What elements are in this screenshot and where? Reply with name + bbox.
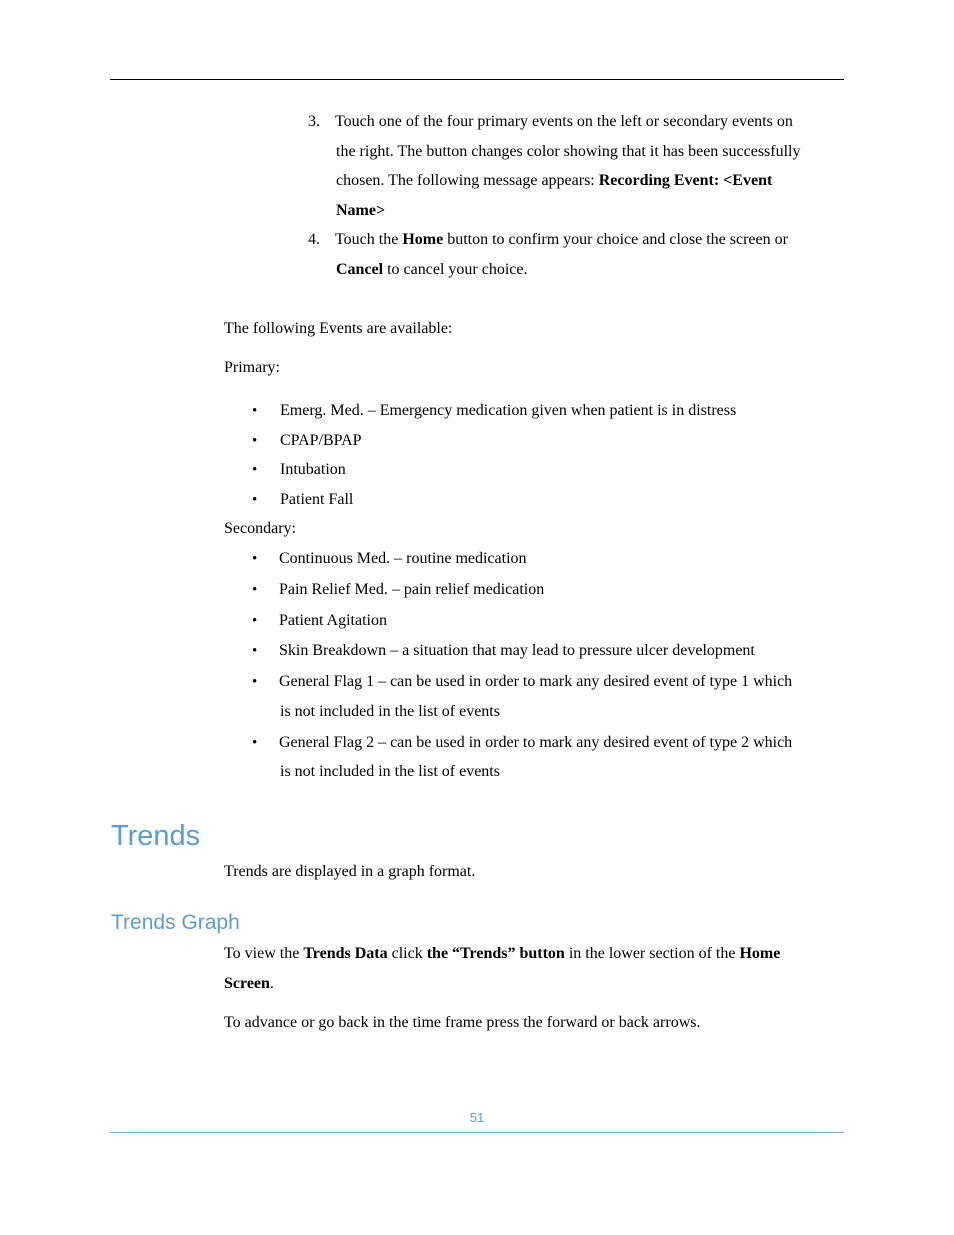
bullet-icon: •	[252, 551, 258, 567]
trends-intro: Trends are displayed in a graph format.	[224, 863, 476, 880]
bullet-icon: •	[252, 735, 258, 751]
trends-graph-paragraph-line-2: Screen.	[224, 975, 274, 992]
trends-graph-paragraph-2: To advance or go back in the time frame press the forward or back arrows.	[224, 1014, 701, 1031]
header-rule	[110, 79, 844, 80]
bullet-icon: •	[252, 582, 258, 598]
step-4-line-2: Cancel to cancel your choice.	[336, 261, 528, 278]
bullet-icon: •	[252, 613, 258, 629]
primary-item-cpap-bpap: CPAP/BPAP	[280, 432, 362, 449]
bullet-icon: •	[252, 492, 258, 508]
secondary-item-general-flag-1: General Flag 1 – can be used in order to mark any desired event of type 1 which	[279, 673, 793, 690]
step-3-line-4: Name>	[336, 202, 386, 219]
primary-item-patient-fall: Patient Fall	[280, 491, 354, 508]
bullet-icon: •	[252, 674, 258, 690]
step-4-line-1: Touch the Home button to confirm your choice and close the screen or	[335, 231, 788, 248]
footer-rule	[110, 1132, 844, 1133]
secondary-item-general-flag-2-cont: is not included in the list of events	[280, 763, 500, 780]
primary-label: Primary:	[224, 359, 280, 376]
bullet-icon: •	[252, 403, 258, 419]
secondary-item-patient-agitation: Patient Agitation	[279, 612, 387, 629]
bullet-icon: •	[252, 462, 258, 478]
secondary-item-pain-relief-med: Pain Relief Med. – pain relief medication	[279, 581, 545, 598]
events-intro: The following Events are available:	[224, 320, 453, 337]
step-3-line-2: the right. The button changes color showing that it has been successfully	[336, 143, 801, 160]
step-3-number: 3.	[308, 113, 320, 130]
primary-item-intubation: Intubation	[280, 461, 346, 478]
secondary-label: Secondary:	[224, 520, 296, 537]
step-4-number: 4.	[308, 231, 320, 248]
step-3-line-3: chosen. The following message appears: Recording Event: <Event	[336, 172, 773, 189]
trends-heading: Trends	[111, 820, 201, 852]
trends-graph-paragraph-line-1: To view the Trends Data click the “Trends” button in the lower section of the Home	[224, 945, 781, 962]
secondary-item-general-flag-1-cont: is not included in the list of events	[280, 703, 500, 720]
primary-item-emerg-med: Emerg. Med. – Emergency medication given when patient is in distress	[280, 402, 737, 419]
secondary-item-continuous-med: Continuous Med. – routine medication	[279, 550, 527, 567]
secondary-item-general-flag-2: General Flag 2 – can be used in order to mark any desired event of type 2 which	[279, 734, 793, 751]
trends-graph-heading: Trends Graph	[111, 911, 240, 934]
step-3-line-1: Touch one of the four primary events on the left or secondary events on	[335, 113, 793, 130]
bullet-icon: •	[252, 643, 258, 659]
secondary-item-skin-breakdown: Skin Breakdown – a situation that may lead to pressure ulcer development	[279, 642, 755, 659]
page-number: 51	[469, 1110, 485, 1125]
recording-event-message: Recording Event: <Event	[598, 172, 773, 189]
bullet-icon: •	[252, 433, 258, 449]
